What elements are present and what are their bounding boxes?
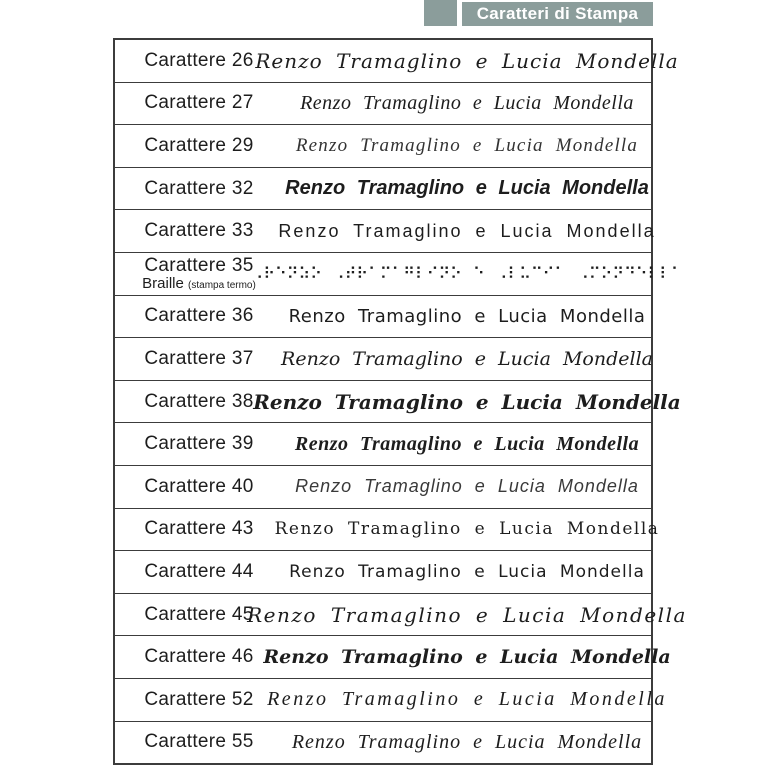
row-label: Carattere 37 bbox=[144, 347, 254, 369]
font-sample: Renzo Tramaglino e Lucia Mondella bbox=[295, 134, 639, 156]
font-sample-cell bbox=[283, 551, 651, 593]
row-label-cell bbox=[115, 338, 283, 380]
row-label: Carattere 36 bbox=[144, 305, 254, 327]
table-row bbox=[115, 509, 660, 552]
row-label: Carattere 26 bbox=[144, 49, 254, 71]
page-title-bar bbox=[462, 2, 653, 26]
row-label: Carattere 27 bbox=[144, 92, 254, 114]
font-sample: ⠠⠗⠑⠝⠵⠕ ⠠⠞⠗⠁⠍⠁⠛⠇⠊⠝⠕ ⠑ ⠠⠇⠥⠉⠊⠁ ⠠⠍⠕⠝⠙⠑⠇⠇⠁ bbox=[251, 264, 683, 284]
font-sample-cell bbox=[253, 381, 681, 423]
table-row bbox=[115, 40, 679, 83]
font-sample-cell bbox=[283, 722, 651, 764]
font-sample-cell bbox=[283, 125, 651, 167]
row-label: Carattere 43 bbox=[144, 518, 254, 540]
table-row bbox=[115, 253, 683, 296]
font-sample: Renzo Tramaglino e Lucia Mondella bbox=[289, 561, 645, 582]
row-label: Carattere 55 bbox=[144, 731, 254, 753]
page-title: Caratteri di Stampa bbox=[476, 4, 639, 23]
table-row bbox=[115, 423, 651, 466]
row-label: Carattere 46 bbox=[144, 646, 254, 668]
row-label: Carattere 35 bbox=[144, 254, 254, 276]
font-sample: Renzo Tramaglino e Lucia Mondella bbox=[263, 646, 671, 669]
font-sample: Renzo Tramaglino e Lucia Mondella bbox=[267, 688, 667, 711]
font-sample-cell bbox=[267, 679, 667, 721]
font-sample: Renzo Tramaglino e Lucia Mondella bbox=[285, 177, 649, 200]
font-sample: Renzo Tramaglino e Lucia Mondella bbox=[295, 476, 639, 497]
table-row bbox=[115, 210, 656, 253]
row-label: Carattere 33 bbox=[144, 220, 254, 242]
row-sublabel bbox=[142, 276, 256, 292]
font-sample-cell bbox=[283, 168, 651, 210]
font-sample: Renzo Tramaglino e Lucia Mondella bbox=[274, 519, 660, 540]
row-label: Carattere 40 bbox=[144, 475, 254, 497]
table-row bbox=[115, 636, 671, 679]
font-table bbox=[113, 38, 687, 765]
table-row bbox=[115, 296, 651, 339]
row-label-cell bbox=[115, 551, 283, 593]
row-label-cell bbox=[115, 679, 283, 721]
row-label: Carattere 32 bbox=[144, 177, 254, 199]
font-sample: Renzo Tramaglino e Lucia Mondella bbox=[294, 432, 640, 455]
font-sample: Renzo Tramaglino e Lucia Mondella bbox=[281, 347, 653, 370]
font-sample: Renzo Tramaglino e Lucia Mondella bbox=[247, 602, 687, 627]
font-sample: Renzo Tramaglino e Lucia Mondella bbox=[253, 389, 681, 414]
table-row bbox=[115, 83, 651, 126]
font-sample-cell bbox=[247, 594, 687, 636]
font-sample: Renzo Tramaglino e Lucia Mondella bbox=[300, 91, 634, 114]
table-row bbox=[115, 381, 681, 424]
font-sample-cell bbox=[283, 423, 651, 465]
font-sample: Renzo Tramaglino e Lucia Mondella bbox=[291, 730, 643, 753]
row-label: Carattere 39 bbox=[144, 433, 254, 455]
font-sample-cell bbox=[263, 636, 671, 678]
font-sample-cell bbox=[283, 466, 651, 508]
row-label-cell bbox=[115, 83, 283, 125]
row-label-cell bbox=[115, 509, 283, 551]
row-label-cell bbox=[115, 168, 283, 210]
font-sample: Renzo Tramaglino e Lucia Mondella bbox=[255, 48, 679, 73]
row-label: Carattere 45 bbox=[144, 603, 254, 625]
row-label-cell bbox=[115, 210, 283, 252]
font-sample-cell bbox=[274, 509, 660, 551]
table-row bbox=[115, 594, 687, 637]
font-sample-cell bbox=[278, 210, 656, 252]
row-label-cell bbox=[115, 466, 283, 508]
table-row bbox=[115, 338, 651, 381]
table-row bbox=[115, 168, 651, 211]
row-label-cell bbox=[115, 722, 283, 764]
font-sample-cell bbox=[283, 296, 651, 338]
table-row bbox=[115, 125, 651, 168]
font-sample-cell bbox=[283, 338, 651, 380]
row-label: Carattere 52 bbox=[144, 688, 254, 710]
font-sample-cell bbox=[283, 83, 651, 125]
font-sample: Renzo Tramaglino e Lucia Mondella bbox=[278, 220, 656, 241]
table-row bbox=[115, 679, 667, 722]
sublabel-text: Braille bbox=[142, 274, 189, 292]
table-row bbox=[115, 551, 651, 594]
row-label: Carattere 38 bbox=[144, 390, 254, 412]
font-sample: Renzo Tramaglino e Lucia Mondella bbox=[288, 305, 646, 327]
row-label-cell bbox=[115, 636, 283, 678]
header-accent-square bbox=[424, 0, 457, 26]
font-sample-cell bbox=[255, 40, 679, 82]
row-label: Carattere 29 bbox=[144, 135, 254, 157]
row-label-cell bbox=[115, 423, 283, 465]
row-label: Carattere 44 bbox=[144, 560, 254, 582]
row-label-cell bbox=[115, 125, 283, 167]
sublabel-note: (stampa termo) bbox=[188, 279, 256, 291]
table-row bbox=[115, 722, 651, 764]
font-sample-cell bbox=[251, 253, 683, 295]
table-row bbox=[115, 466, 651, 509]
row-label-cell bbox=[115, 296, 283, 338]
